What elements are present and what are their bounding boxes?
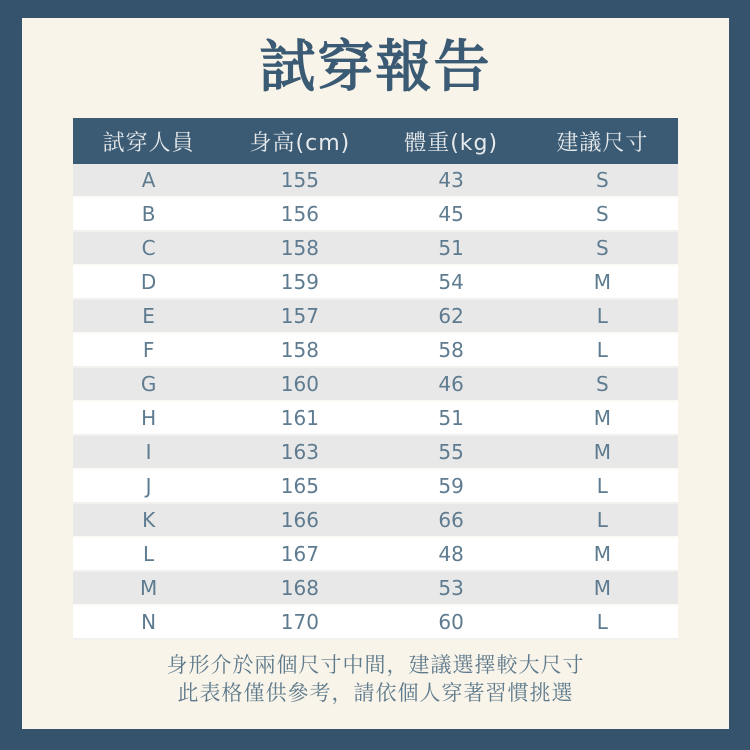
table-cell: 66 bbox=[438, 508, 464, 532]
table-cell: 62 bbox=[438, 304, 464, 328]
table-cell: 60 bbox=[438, 610, 464, 634]
table-row bbox=[73, 164, 678, 198]
table-cell: L bbox=[596, 474, 608, 498]
table-cell: D bbox=[140, 270, 157, 294]
table-cell: C bbox=[141, 236, 156, 260]
table-cell: 58 bbox=[438, 338, 464, 362]
table-cell: 48 bbox=[438, 542, 464, 566]
table-cell: S bbox=[596, 236, 609, 260]
footer-note-line1: 身形介於兩個尺寸中間，建議選擇較大尺寸 bbox=[166, 653, 585, 677]
table-row bbox=[73, 300, 678, 334]
table-cell: M bbox=[593, 576, 611, 600]
table-cell: M bbox=[139, 576, 158, 600]
table-cell: 167 bbox=[280, 542, 319, 566]
table-row bbox=[73, 504, 678, 538]
page-title: 試穿報告 bbox=[259, 34, 492, 100]
table-cell: J bbox=[145, 474, 152, 498]
table-cell: 45 bbox=[438, 202, 464, 226]
table-cell: F bbox=[142, 338, 155, 362]
table-cell: S bbox=[596, 168, 609, 192]
table-cell: I bbox=[145, 440, 152, 464]
table-row bbox=[73, 470, 678, 504]
table-cell: 53 bbox=[438, 576, 464, 600]
table-cell: 59 bbox=[438, 474, 464, 498]
table-cell: M bbox=[593, 542, 611, 566]
table-cell: N bbox=[141, 610, 157, 634]
column-header-weight: 體重(kg) bbox=[404, 130, 499, 156]
table-cell: M bbox=[593, 406, 611, 430]
table-cell: 54 bbox=[438, 270, 464, 294]
table-cell: H bbox=[141, 406, 157, 430]
table-cell: L bbox=[596, 338, 608, 362]
table-cell: 168 bbox=[280, 576, 319, 600]
table-cell: 160 bbox=[280, 372, 319, 396]
table-cell: S bbox=[596, 202, 609, 226]
table-row bbox=[73, 606, 678, 640]
table-row bbox=[73, 402, 678, 436]
table-cell: 158 bbox=[280, 236, 319, 260]
table-cell: 158 bbox=[280, 338, 319, 362]
footer-note-line2: 此表格僅供參考，請依個人穿著習慣挑選 bbox=[177, 681, 574, 705]
table-cell: 156 bbox=[280, 202, 319, 226]
table-cell: 51 bbox=[438, 236, 464, 260]
table-cell: 43 bbox=[438, 168, 464, 192]
table-cell: G bbox=[140, 372, 157, 396]
table-header-row bbox=[73, 118, 678, 164]
table-cell: M bbox=[593, 440, 611, 464]
fitting-table bbox=[73, 118, 678, 640]
column-header-size: 建議尺寸 bbox=[556, 130, 649, 156]
footer-notes bbox=[22, 651, 729, 707]
table-cell: S bbox=[596, 372, 609, 396]
table-cell: 170 bbox=[280, 610, 319, 634]
table-cell: A bbox=[141, 168, 156, 192]
table-row bbox=[73, 232, 678, 266]
table-cell: 46 bbox=[438, 372, 464, 396]
table-cell: L bbox=[596, 304, 608, 328]
table-row bbox=[73, 266, 678, 300]
table-row bbox=[73, 198, 678, 232]
table-cell: B bbox=[141, 202, 156, 226]
table-cell: 155 bbox=[280, 168, 319, 192]
table-body bbox=[73, 164, 678, 640]
table-cell: 55 bbox=[438, 440, 464, 464]
table-cell: L bbox=[596, 610, 608, 634]
table-cell: 157 bbox=[280, 304, 319, 328]
table-row bbox=[73, 334, 678, 368]
table-cell: L bbox=[143, 542, 155, 566]
column-header-tester: 試穿人員 bbox=[102, 130, 195, 156]
table-cell: 161 bbox=[280, 406, 319, 430]
table-cell: E bbox=[142, 304, 155, 328]
report-panel bbox=[22, 18, 729, 729]
table-row bbox=[73, 538, 678, 572]
table-row bbox=[73, 368, 678, 402]
table-row bbox=[73, 572, 678, 606]
table-cell: M bbox=[593, 270, 611, 294]
table-cell: L bbox=[596, 508, 608, 532]
table-cell: 51 bbox=[438, 406, 464, 430]
table-cell: 165 bbox=[280, 474, 319, 498]
table-cell: 166 bbox=[280, 508, 319, 532]
column-header-height: 身高(cm) bbox=[249, 130, 351, 156]
table-cell: 163 bbox=[280, 440, 319, 464]
table-cell: K bbox=[142, 508, 156, 532]
table-row bbox=[73, 436, 678, 470]
table-cell: 159 bbox=[280, 270, 319, 294]
